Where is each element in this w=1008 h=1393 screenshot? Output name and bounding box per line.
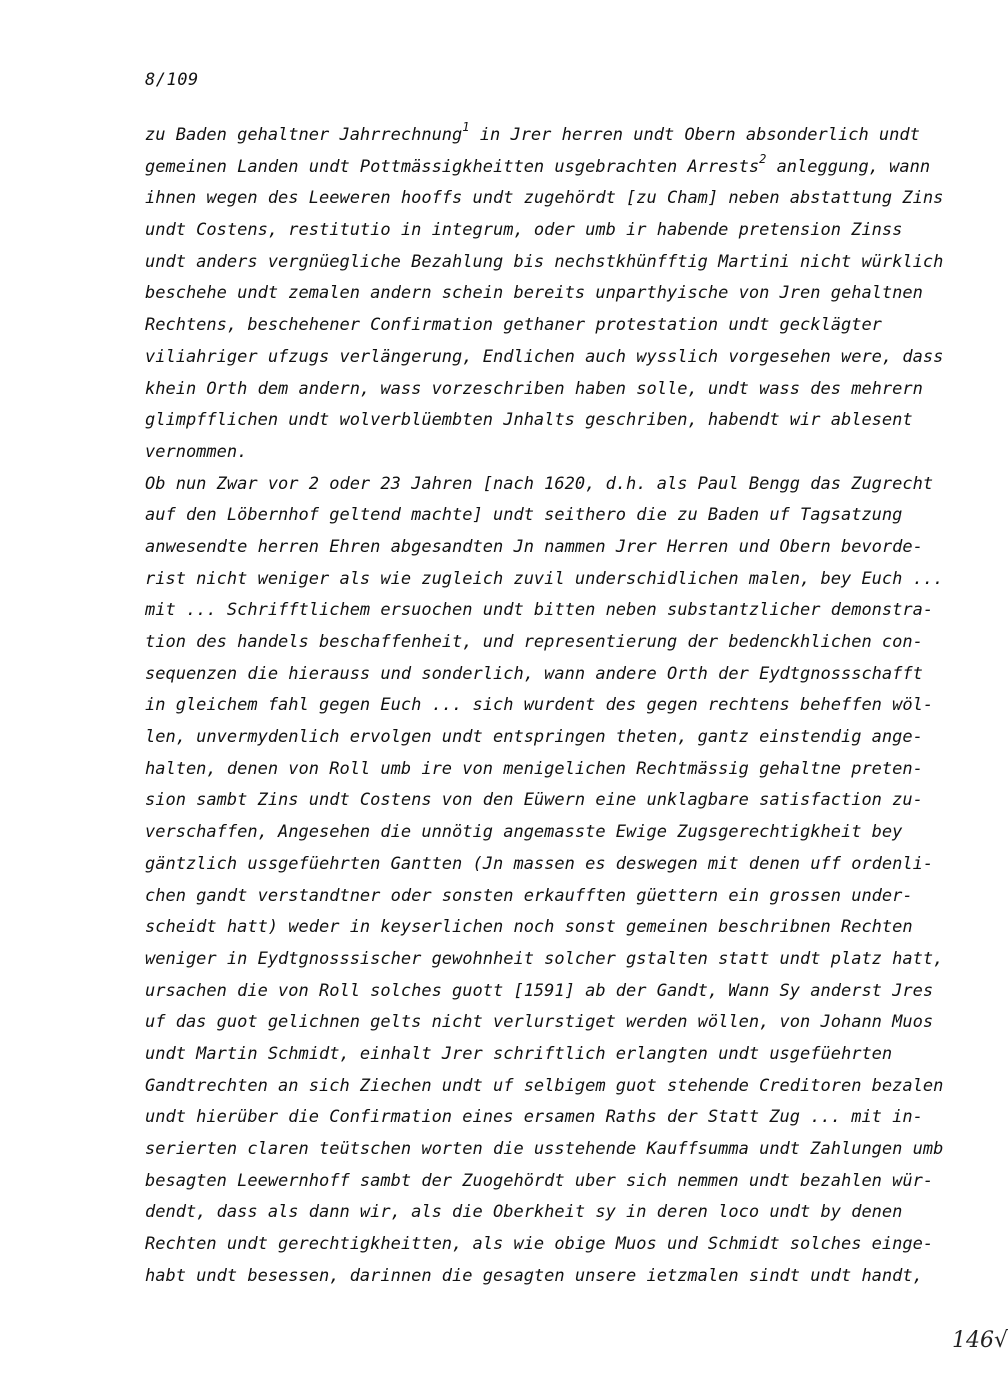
text-line: Ob nun Zwar vor 2 oder 23 Jahren [nach 1620, d.h. als Paul Bengg das Zugrecht — [145, 473, 934, 494]
handwritten-page-mark: 146√ — [952, 1328, 1008, 1353]
text-line: undt Costens, restitutio in integrum, oder umb ir habende pretension Zinss — [145, 220, 903, 241]
text-line: Gandtrechten an sich Ziechen undt uf selbigem guot stehende Creditoren bezalen — [145, 1075, 944, 1096]
text-line: undt Martin Schmidt, einhalt Jrer schriftlich erlangten undt usgefüehrten — [145, 1043, 893, 1064]
text-line: scheidt hatt) weder in keyserlichen noch sonst gemeinen beschribnen Rechten — [145, 917, 913, 938]
text-segment: anleggung, wann — [766, 156, 931, 177]
text-line: serierten claren teütschen worten die usstehende Kauffsumma undt Zahlungen umb — [145, 1139, 944, 1159]
text-line: undt anders vergnüegliche Bezahlung bis nechstkhünfftig Martini nicht würklich — [145, 251, 944, 272]
text-line: dendt, dass als dann wir, als die Oberkheit sy in deren loco undt by denen — [145, 1202, 903, 1223]
text-line: auf den Löbernhof geltend machte] undt seithero die zu Baden uf Tagsatzung — [145, 505, 903, 526]
text-line: verschaffen, Angesehen die unnötig angemasste Ewige Zugsgerechtigkheit bey — [145, 822, 903, 843]
body-text — [145, 120, 945, 1292]
text-line: gäntzlich ussgefüehrten Gantten (Jn massen es deswegen mit denen uff ordenli- — [145, 853, 934, 874]
text-line — [145, 120, 945, 152]
footnote-marker: 1 — [462, 120, 470, 135]
page-number: 8/109 — [145, 70, 199, 90]
text-line: undt hierüber die Confirmation eines ersamen Raths der Statt Zug ... mit in- — [145, 1107, 923, 1128]
text-line: vernommen. — [145, 441, 248, 462]
text-line: in gleichem fahl gegen Euch ... sich wurdent des gegen rechtens beheffen wöl- — [145, 695, 934, 716]
text-line: Rechtens, beschehener Confirmation gethaner protestation undt gecklägter — [145, 315, 882, 336]
text-segment: zu Baden gehaltner Jahrrechnung — [145, 125, 463, 145]
text-line: viliahriger ufzugs verlängerung, Endlichen auch wysslich vorgesehen were, dass — [145, 346, 944, 367]
text-line: chen gandt verstandtner oder sonsten erkaufften güettern ein grossen under- — [145, 885, 913, 906]
text-line: Rechten undt gerechtigkheitten, als wie obige Muos und Schmidt solches einge- — [145, 1234, 934, 1255]
text-line: sequenzen die hierauss und sonderlich, wann andere Orth der Eydtgnossschafft — [145, 663, 923, 684]
text-line: tion des handels beschaffenheit, und representierung der bedenckhlichen con- — [145, 632, 923, 652]
text-line: len, unvermydenlich ervolgen undt entspringen theten, gantz einstendig ange- — [145, 727, 923, 748]
text-line: ihnen wegen des Leeweren hooffs undt zugehördt [zu Cham] neben abstattung Zins — [145, 188, 944, 209]
text-line: glimpfflichen undt wolverblüembten Jnhalts geschriben, habendt wir ablesent — [145, 410, 913, 431]
text-line: mit ... Schrifftlichem ersuochen undt bitten neben substantzlicher demonstra- — [145, 600, 934, 621]
text-line — [145, 152, 945, 184]
text-line: khein Orth dem andern, wass vorzeschriben haben solle, undt wass des mehrern — [145, 378, 923, 399]
text-line: sion sambt Zins undt Costens von den Eüwern eine unklagbare satisfaction zu- — [145, 790, 923, 811]
footnote-marker: 2 — [759, 152, 767, 167]
text-line: weniger in Eydtgnosssischer gewohnheit solcher gstalten statt undt platz hatt, — [145, 948, 944, 969]
text-segment: in Jrer herren undt Obern absonderlich undt — [469, 125, 920, 145]
text-line: uf das guot gelichnen gelts nicht verlurstiget werden wöllen, von Johann Muos — [145, 1012, 934, 1033]
text-segment: gemeinen Landen undt Pottmässigkheitten usgebrachten Arrests — [145, 156, 760, 177]
text-line: beschehe undt zemalen andern schein bereits unparthyische von Jren gehaltnen — [145, 283, 923, 304]
text-line: halten, denen von Roll umb ire von menigelichen Rechtmässig gehaltne preten- — [145, 758, 923, 779]
text-line: besagten Leewernhoff sambt der Zuogehördt uber sich nemmen undt bezahlen wür- — [145, 1170, 934, 1191]
text-line: ursachen die von Roll solches guott [1591] ab der Gandt, Wann Sy anderst Jres — [145, 980, 934, 1001]
text-line: anwesendte herren Ehren abgesandten Jn nammen Jrer Herren und Obern bevorde- — [145, 536, 923, 557]
text-line: rist nicht weniger als wie zugleich zuvil underschidlichen malen, bey Euch ... — [145, 568, 944, 589]
text-line: habt undt besessen, darinnen die gesagten unsere ietzmalen sindt undt handt, — [145, 1265, 923, 1286]
